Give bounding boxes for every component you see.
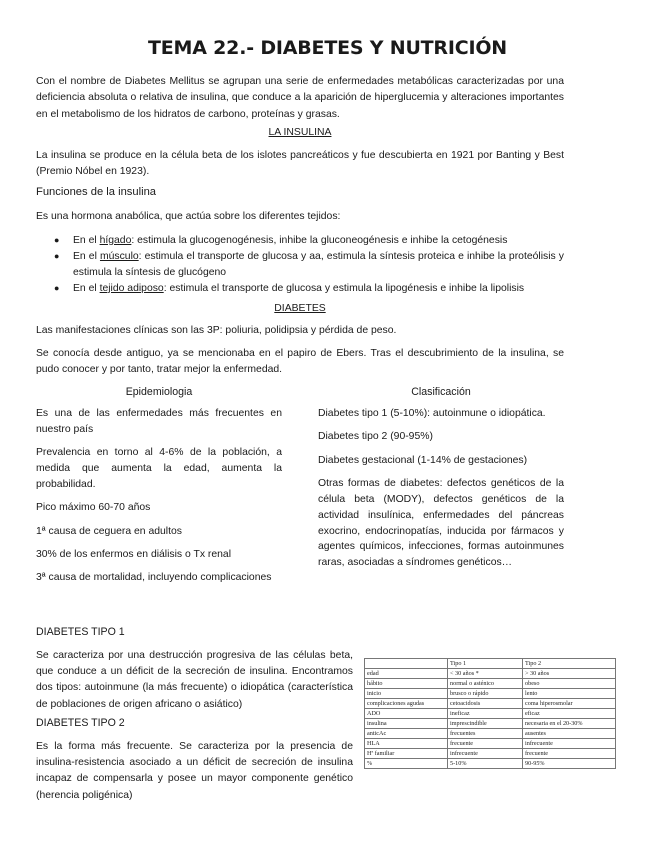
insulina-functions-list [54, 233, 564, 297]
bullet-icon: ● [54, 235, 60, 245]
table-row [365, 729, 616, 739]
table-cell: 90-95% [523, 759, 616, 769]
list-item: Diabetes gestacional (1-14% de gestaciones) [318, 454, 528, 466]
epidemiologia-heading: Epidemiologia [125, 386, 193, 398]
table-cell: infrecuente [523, 739, 616, 749]
bullet-icon: ● [54, 282, 60, 293]
table-cell: lento [523, 689, 616, 699]
intro-paragraph: Con el nombre de Diabetes Mellitus se agrupan una serie de enfermedades metabólicas caracterizadas por una deficiencia absoluta o relativa de insulina, que conduce a la aparición de hiperglucemia y alteraciones importantes en el metabolismo de los hidratos de carbono, proteínas y grasas. [36, 76, 564, 120]
table-cell: frecuente [448, 739, 523, 749]
table-cell: insulina [365, 719, 448, 729]
diabetes-heading: DIABETES [274, 303, 326, 314]
table-cell: inicio [365, 689, 448, 699]
table-cell [365, 659, 448, 669]
table-cell: necesaria en el 20-30% [523, 719, 616, 729]
bullet-text: : estimula el transporte de glucosa y estimula la lipogénesis e inhibe la lipolisis [163, 282, 525, 294]
table-cell: ADO [365, 709, 448, 719]
table-row [365, 709, 616, 719]
table-cell: ausentes [523, 729, 616, 739]
table-cell: frecuentes [448, 729, 523, 739]
list-item [54, 249, 564, 280]
table-cell: infrecuente [448, 749, 523, 759]
list-item [54, 281, 564, 297]
list-item: Prevalencia en torno al 4-6% de la población, a medida que aumenta la edad, aumenta la probabilidad. [36, 447, 282, 490]
table-cell: < 30 años * [448, 669, 523, 679]
clasificacion-column [318, 406, 564, 579]
table-row [365, 739, 616, 749]
table-row [365, 699, 616, 709]
bullet-term: hígado [99, 235, 132, 246]
table-cell: ineficaz [448, 709, 523, 719]
table-cell: HLA [365, 739, 448, 749]
table-row [365, 759, 616, 769]
list-item [54, 233, 564, 249]
bullet-prefix: En el [73, 235, 100, 246]
table-cell: hábito [365, 679, 448, 689]
list-item: Diabetes tipo 2 (90-95%) [318, 431, 433, 443]
tipo1-heading: DIABETES TIPO 1 [36, 626, 125, 638]
table-row [365, 679, 616, 689]
table-cell: coma hiperosmolar [523, 699, 616, 709]
table-cell: anticAc [365, 729, 448, 739]
table-cell: frecuente [523, 749, 616, 759]
table-cell: obeso [523, 679, 616, 689]
table-row [365, 749, 616, 759]
table-header-row [365, 659, 616, 669]
table-row [365, 689, 616, 699]
tipo2-heading: DIABETES TIPO 2 [36, 717, 125, 729]
table-cell: eficaz [523, 709, 616, 719]
tipo1-paragraph: Se caracteriza por una destrucción progresiva de las células beta, que conduce a un déficit de la secreción de insulina. Encontramos dos tipos: autoinmune (la más frecuente) o idiopática (característica de poblaciones de origen africano o asiático) [36, 650, 353, 710]
clasificacion-heading: Clasificación [411, 386, 471, 398]
diabetes-paragraph-2: Se conocía desde antiguo, ya se mencionaba en el papiro de Ebers. Tras el descubrimiento de la insulina, se pudo conocer y por tanto, tratar mejor la enfermedad. [36, 348, 564, 376]
comparison-table [364, 658, 616, 769]
bullet-term: tejido adiposo [99, 282, 164, 294]
list-item: Diabetes tipo 1 (5-10%): autoinmune o idiopática. [318, 408, 546, 419]
insulina-heading: LA INSULINA [268, 127, 332, 138]
table-cell: normal o asténico [448, 679, 523, 689]
table-cell: Hª familiar [365, 749, 448, 759]
table-cell: imprescindible [448, 719, 523, 729]
diabetes-paragraph-1: Las manifestaciones clínicas son las 3P: poliuria, polidipsia y pérdida de peso. [36, 325, 397, 336]
table-cell: % [365, 759, 448, 769]
list-item: 1ª causa de ceguera en adultos [36, 525, 182, 537]
insulina-paragraph: La insulina se produce en la célula beta de los islotes pancreáticos y fue descubierta en 1921 por Banting y Best (Premio Nóbel en 1923). [36, 150, 564, 178]
table-row [365, 669, 616, 679]
bullet-prefix: En el [73, 282, 100, 294]
tipo2-paragraph: Es la forma más frecuente. Se caracteriza por la presencia de insulina-resistencia asociado a un déficit de secreción de insulina incapaz de compensarla y posee un mayor componente genético (herencia poligénica) [36, 741, 353, 801]
table-cell: Tipo 2 [523, 659, 616, 669]
table-row [365, 719, 616, 729]
bullet-icon: ● [54, 251, 60, 262]
epidemiologia-column [36, 406, 282, 594]
bullet-prefix: En el [73, 251, 100, 263]
table-cell: 5-10% [448, 759, 523, 769]
list-item: 3ª causa de mortalidad, incluyendo complicaciones [36, 572, 272, 584]
hormona-paragraph: Es una hormona anabólica, que actúa sobre los diferentes tejidos: [36, 211, 341, 222]
table-cell: Tipo 1 [448, 659, 523, 669]
bullet-term: músculo [99, 251, 139, 263]
list-item: Pico máximo 60-70 años [36, 502, 151, 514]
table-cell: complicaciones agudas [365, 699, 448, 709]
list-item: Es una de las enfermedades más frecuentes en nuestro país [36, 408, 282, 435]
list-item: 30% de los enfermos en diálisis o Tx renal [36, 548, 232, 560]
bullet-text: : estimula el transporte de glucosa y aa, estimula la síntesis proteica e inhibe la proteólisis y estimula la síntesis de glucógeno [73, 251, 564, 278]
bullet-text: : estimula la glucogenogénesis, inhibe la gluconeogénesis e inhibe la cetogénesis [131, 235, 508, 246]
funciones-heading: Funciones de la insulina [36, 186, 157, 198]
table-cell: > 30 años [523, 669, 616, 679]
table-cell: edad [365, 669, 448, 679]
page-title: TEMA 22.- DIABETES Y NUTRICIÓN [148, 37, 507, 59]
table-cell: brusco o rápido [448, 689, 523, 699]
list-item: Otras formas de diabetes: defectos genéticos de la célula beta (MODY), defectos genéticos de la actividad insulínica, enfermedades del páncreas exocrino, endocrinopatías, inducida por fármacos y agentes químicos, infecciones, formas autoinmunes raras, asociadas a síndromes genéticos… [318, 478, 564, 569]
table-cell: cetoacidosis [448, 699, 523, 709]
